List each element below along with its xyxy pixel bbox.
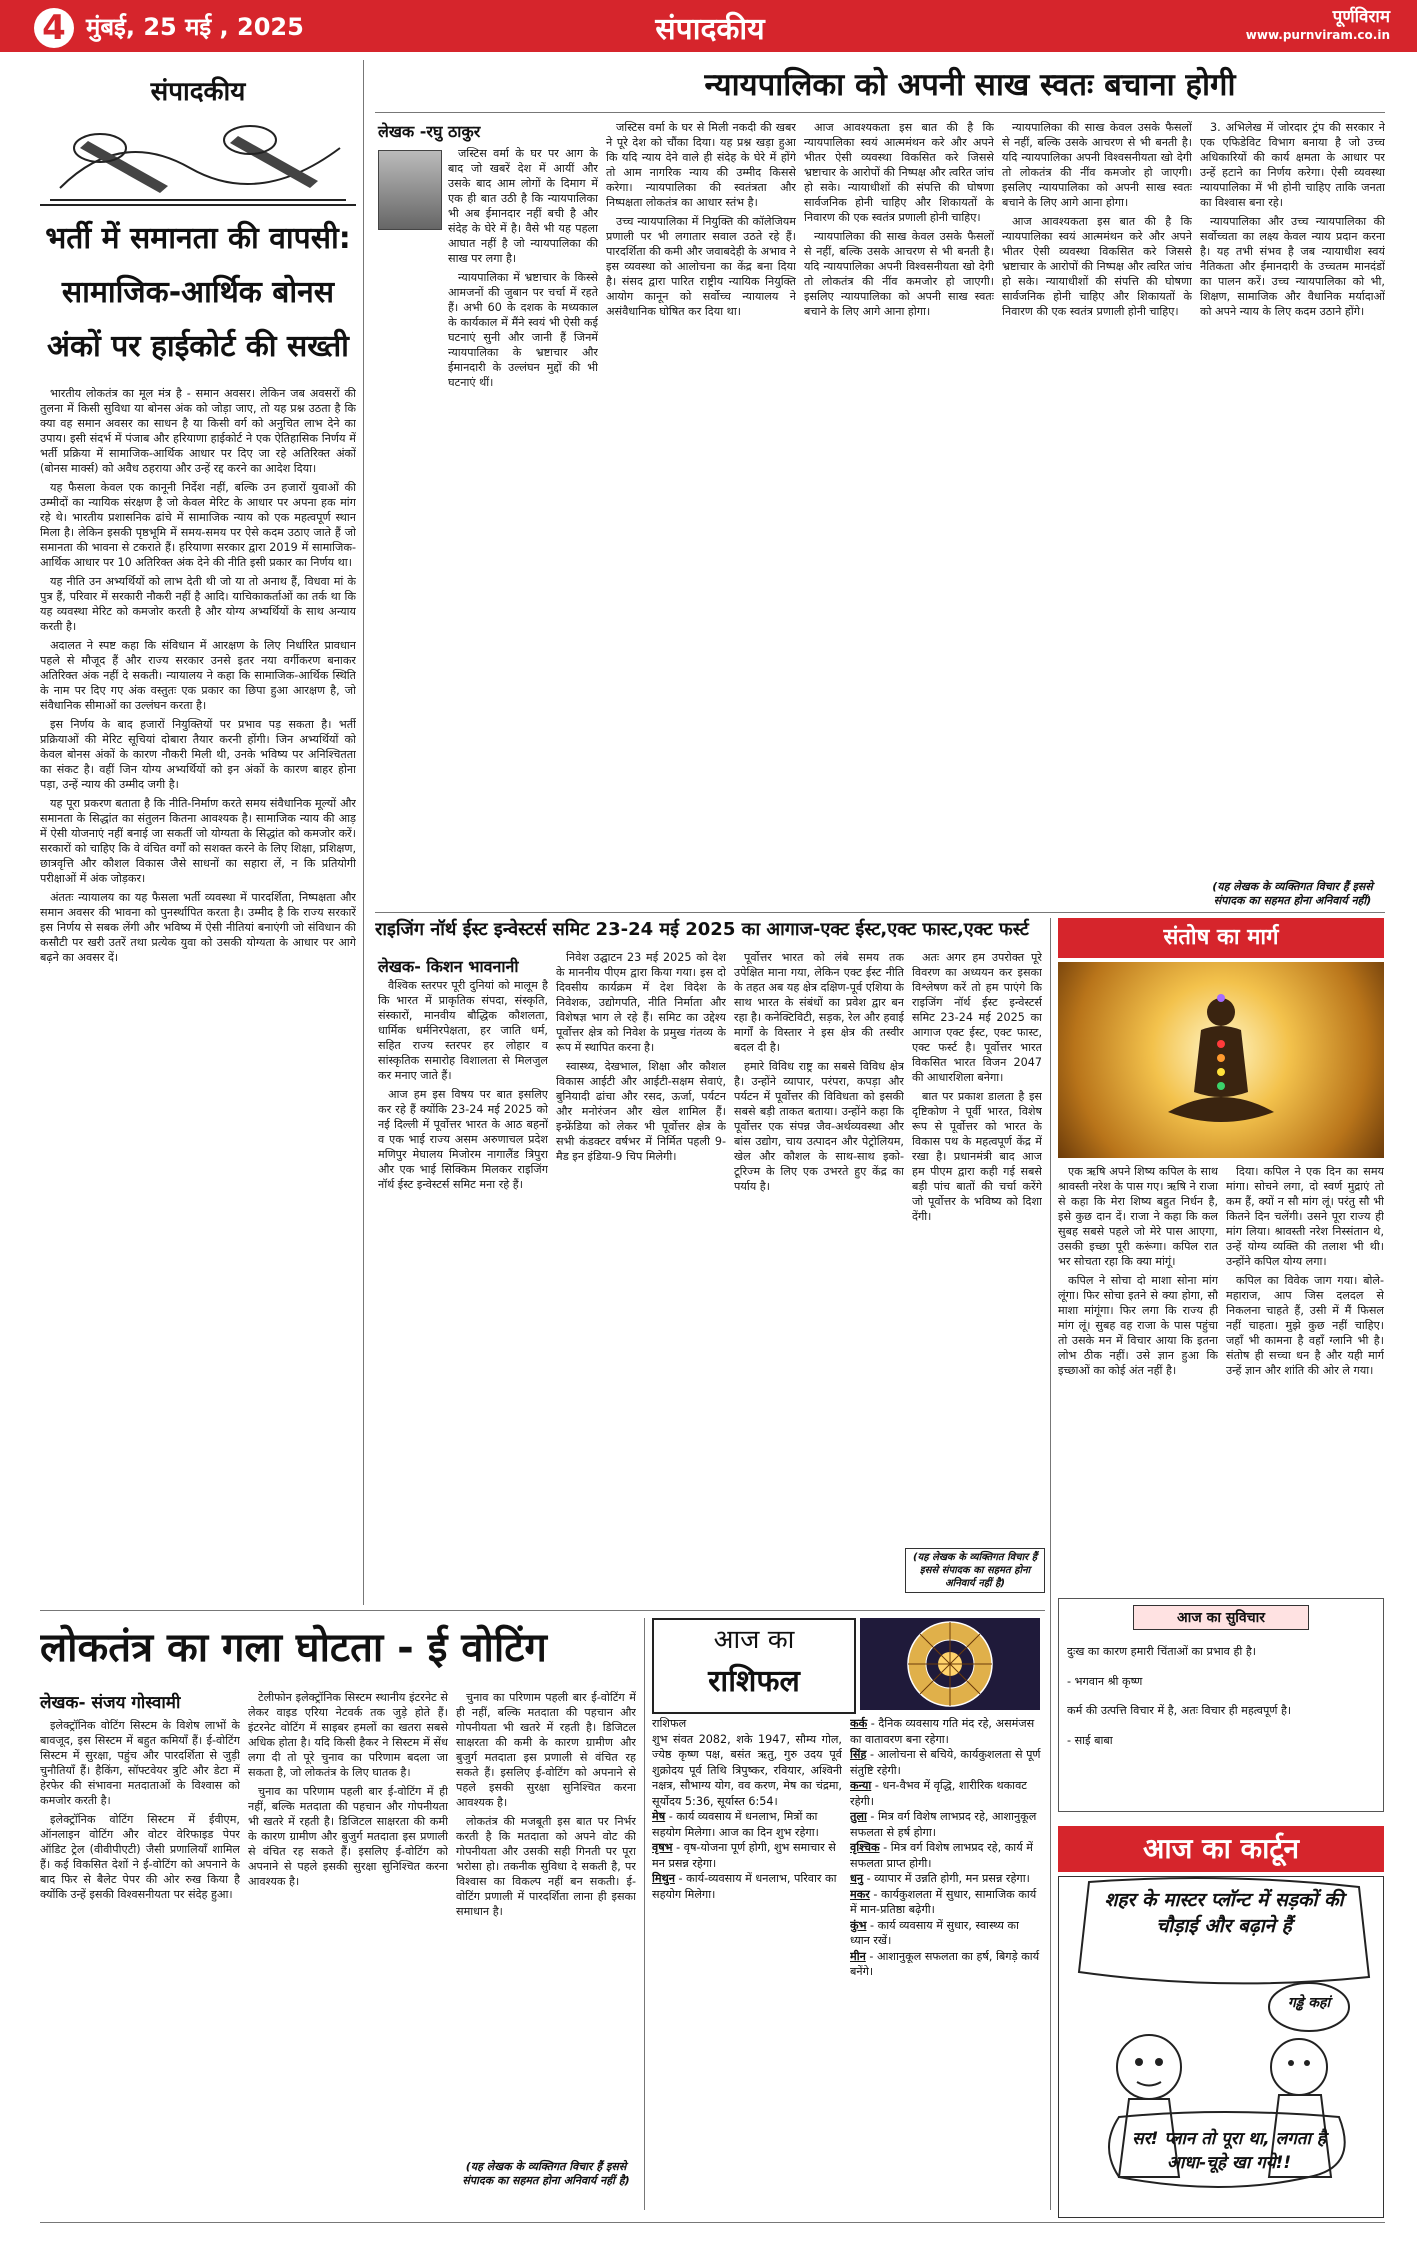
editorial-paragraph: यह पूरा प्रकरण बताता है कि नीति-निर्माण करते समय संवैधानिक मूल्यों और समानता के सिद्धांत का संतुलन कितना आवश्यक है। सामाजिक न्याय की आड़ में ऐसी योजनाएं नहीं बनाई जा सकतीं जो योग्यता के सिद्धांत को कमजोर करें। सरकारों को चाहिए कि वे वंचित वर्गों को सशक्त करने के लिए शिक्षा, प्रशिक्षण, छात्रवृत्ति और कौशल विकास जैसे साधनों का सहारा लें, न कि प्रतियोगी परीक्षाओं में अंक जोड़कर। [40, 797, 356, 885]
sign-text: दैनिक व्यवसाय गति मंद रहे, असमंजस का वातावरण बना रहेगा। [850, 1717, 1035, 1746]
editorial-logo-label: संपादकीय [150, 77, 246, 107]
judiciary-paragraph: न्यायपालिका में भ्रष्टाचार के किस्से आमजनों की जुबान पर चर्चा में रहते हैं। अभी 60 के दशक के मध्यकाल के कार्यकाल में मैंने स्वयं भी ऐसी कई घटनाएं सुनी और जानी हैं जिनमें न्यायपालिका के भ्रष्टाचार और ईमानदारी के उल्लंघन मुद्दों की भी घटनाएं थीं। [448, 271, 598, 389]
rashifal-sign: मकर - कार्यकुशलता में सुधार, सामाजिक कार्य में मान-प्रतिष्ठा बढ़ेगी। [850, 1887, 1037, 1916]
evoting-disclaimer: (यह लेखक के व्यक्तिगत विचार हैं इससे संपादक का सहमत होना अनिवार्य नहीं है) [462, 2160, 630, 2187]
judiciary-body-col2 [606, 120, 796, 906]
santosh-body-col1 [1058, 1164, 1218, 1584]
judiciary-paragraph: 3. अभिलेख में जोरदार ट्रंप की सरकार ने एक एफिडेविट विभाग बनाया है जो उच्च अधिकारियों की कार्य क्षमता के आधार पर उन्हें हटाने का निर्णय करेगा। ऐसी व्यवस्था न्यायपालिका में भी होनी चाहिए ताकि जनता का विश्वास बना रहे। [1200, 121, 1385, 209]
sign-name: मेष [652, 1810, 666, 1823]
judiciary-paragraph: जस्टिस वर्मा के घर पर आग के बाद जो खबरें देश में आयीं और उसके बाद आम लोगों के दिमाग में एक ही बात उठी है कि न्यायपालिका भी अब ईमानदार नहीं बची है और संदेह के घेरे में है। वैसे भी यह पहला आघात नहीं है जो न्यायपालिका की साख पर लगा है। [448, 147, 598, 265]
northeast-paragraph: अतः अगर हम उपरोक्त पूरे विवरण का अध्ययन कर इसका विश्लेषण करें तो हम पाएंगे कि राइजिंग नॉर्थ ईस्ट इन्वेस्टर्स समिट 23-24 मई 2025 का आगाज एक्ट ईस्ट, एक्ट फास्ट, एक्ट फर्स्ट है। पूर्वोत्तर भारत विकसित भारत विजन 2047 की आधारशिला बनेगा। [912, 951, 1042, 1084]
meditation-figure-icon [1058, 962, 1384, 1158]
editorial-logo [40, 66, 356, 206]
judiciary-paragraph: न्यायपालिका और उच्च न्यायपालिका की सर्वोच्चता का लक्ष्य केवल न्याय प्रदान करना है। यह तभी संभव है जब न्यायाधीश स्वयं नैतिकता और ईमानदारी के उच्चतम मानदंडों का पालन करें। उच्च न्यायपालिका को भी, शिक्षण, सामाजिक और वैधानिक मर्यादाओं को अपने न्याय के लिए कदम उठाने होंगे। [1200, 215, 1385, 318]
section-title: संपादकीय [655, 12, 765, 47]
rashifal-sign: वृश्चिक - मित्र वर्ग विशेष लाभप्रद रहे, कार्य में सफलता प्राप्त होगी। [850, 1841, 1033, 1870]
rashifal-sign: कन्या - धन-वैभव में वृद्धि, शारीरिक थकावट रहेगी। [850, 1779, 1027, 1808]
section-rule [40, 1610, 1045, 1611]
northeast-body-col1 [378, 978, 548, 1598]
sign-text: आशानुकूल सफलता का हर्ष, बिगड़े कार्य बनेंगे। [850, 1949, 1040, 1978]
author-photo [378, 150, 442, 230]
cartoon-bubble-1: गड्ढे कहां [1287, 1995, 1331, 2011]
northeast-paragraph: आज हम इस विषय पर बात इसलिए कर रहे हैं क्योंकि 23-24 मई 2025 को नई दिल्ली में पूर्वोत्तर भारत के आठ बहनों व एक भाई राज्य असम अरुणाचल प्रदेश मणिपुर मेघालय मिजोरम नागालैंड त्रिपुरा और एक भाई सिक्किम मिलकर राइजिंग नॉर्थ ईस्ट इन्वेस्टर्स समिट मना रहे हैं। [378, 1088, 548, 1191]
cartoon-panel [1058, 1876, 1384, 2218]
judiciary-author: लेखक -रघु ठाकुर [378, 122, 481, 141]
sign-name: मकर [850, 1887, 870, 1901]
evoting-author: लेखक- संजय गोस्वामी [40, 1693, 181, 1713]
judiciary-paragraph: न्यायपालिका की साख केवल उसके फैसलों से नहीं, बल्कि उसके आचरण से भी बनती है। यदि न्यायपालिका अपनी विश्वसनीयता खो देगी तो लोकतंत्र की नींव कमजोर हो जाएगी। इसलिए न्यायपालिका को अपनी साख स्वतः बचाने के लिए आगे आना होगा। [1002, 121, 1192, 209]
rashifal-sign: मेष - कार्य व्यवसाय में धनलाभ, मित्रों का सहयोग मिलेगा। आज का दिन शुभ रहेगा। [652, 1810, 819, 1839]
editorial-paragraph: यह नीति उन अभ्यर्थियों को लाभ देती थी जो या तो अनाथ हैं, विधवा मां के पुत्र हैं, परिवार में सरकारी नौकरी नहीं है आदि। याचिकाकर्ताओं का तर्क था कि यह व्यवस्था मेरिट को कमजोर करती है और योग्य अभ्यर्थियों के साथ अन्याय करती है। [40, 575, 356, 633]
sign-name: कर्क [850, 1717, 868, 1730]
cartoon-bubble-2: सर! प्लान तो पूरा था, लगता है आधा-चूहे खा गये!! [1132, 2129, 1326, 2173]
footer-rule [40, 2222, 1385, 2223]
rashifal-sign: कर्क - दैनिक व्यवसाय गति मंद रहे, असमंजस का वातावरण बना रहेगा। [850, 1717, 1035, 1746]
column-divider [363, 60, 364, 1605]
zodiac-wheel-icon [860, 1618, 1040, 1710]
sign-text: मित्र वर्ग विशेष लाभप्रद रहे, आशानुकूल सफलता से हर्ष होगा। [850, 1810, 1037, 1839]
meditation-image [1058, 962, 1384, 1158]
santosh-paragraph: कपिल का विवेक जाग गया। बोले- महाराज, आप जिस दलदल से निकलना चाहते हैं, उसी में मैं फिसल नहीं चाहता। मुझे कुछ नहीं चाहिए। जहाँ भी कामना है वहाँ ग्लानि भी है। संतोष ही सच्चा धन है और यही मार्ग उन्हें ज्ञान और शांति की ओर ले गया। [1226, 1274, 1384, 1377]
suvichar-title: आज का सुविचार [1133, 1605, 1309, 1630]
rashifal-intro: राशिफल शुभ संवत 2082, शके 1947, सौम्य गोल, ज्येष्ठ कृष्ण पक्ष, बसंत ऋतु, गुरु उदय पूर्व शुक्रोदय पूर्व तिथि त्रिपुष्कर, रवियार, अश्विनी नक्षत्र, सौभाग्य योग, वव करण, मेष का चंद्रमा, सूर्योदय 5:36, सूर्यास्त 6:54। [652, 1717, 842, 1808]
sign-name: वृश्चिक [850, 1841, 880, 1854]
evoting-paragraph: लोकतंत्र की मजबूती इस बात पर निर्भर करती है कि मतदाता को अपने वोट की गोपनीयता और उसकी सही गिनती पर पूरा भरोसा हो। तकनीक सुविधा दे सकती है, पर विश्वास का विकल्प नहीं बन सकती। ई-वोटिंग प्रणाली में पारदर्शिता लाना ही इसका समाधान है। [456, 1815, 636, 1918]
sign-name: सिंह [850, 1748, 867, 1761]
column-divider [1050, 918, 1051, 2210]
headline-rule [375, 112, 1385, 113]
sign-name: तुला [850, 1810, 867, 1823]
northeast-paragraph: वैश्विक स्तरपर पूरी दुनियां को मालूम है कि भारत में प्राकृतिक संपदा, संस्कृति, संस्कारों, मानवीय बौद्धिक कौशलता, धार्मिक धर्मनिरपेक्षता, हर जाति धर्म, सहित राज्य स्तरपर हर लोहार व सांस्कृतिक समारोह विशालता से मिलजुल कर मनाए जाते हैं। [378, 979, 548, 1082]
judiciary-headline: न्यायपालिका को अपनी साख स्वतः बचाना होगी [704, 67, 1236, 103]
rashifal-banner [652, 1618, 1042, 1710]
date-line: मुंबई, 25 मई , 2025 [86, 13, 304, 41]
editorial-paragraph: अंततः न्यायालय का यह फैसला भर्ती व्यवस्था में पारदर्शिता, निष्पक्षता और समान अवसर की भावना को पुनर्स्थापित करता है। उम्मीद है कि राज्य सरकारें इस निर्णय से सबक लेंगी और भविष्य में ऐसी नीतियां बनाएंगी जो संविधान की कसौटी पर खरी उतरें तथा प्रत्येक युवा को उसकी योग्यता के आधार पर आगे बढ़ने का अवसर दें। [40, 891, 356, 964]
page-number-badge: 4 [34, 8, 74, 48]
sign-name: वृषभ [652, 1841, 673, 1854]
website-link[interactable]: www.purnviram.co.in [1245, 28, 1390, 42]
cartoon-title-bar: आज का कार्टून [1058, 1826, 1384, 1872]
sign-text: कार्यकुशलता में सुधार, सामाजिक कार्य में मान-प्रतिष्ठा बढ़ेगी। [850, 1887, 1037, 1916]
sign-text: धन-वैभव में वृद्धि, शारीरिक थकावट रहेगी। [850, 1779, 1027, 1808]
sign-name: धनु [850, 1872, 864, 1885]
evoting-body-col1 [40, 1718, 240, 2208]
santosh-title-bar: संतोष का मार्ग [1058, 918, 1384, 958]
suvichar-author: - साई बाबा [1067, 1733, 1113, 1747]
editorial-headline: भर्ती में समानता की वापसी: सामाजिक-आर्थिक बोनस अंकों पर हाईकोर्ट की सख्ती [45, 221, 351, 364]
judiciary-body-col5 [1200, 120, 1385, 880]
santosh-paragraph: कपिल ने सोचा दो माशा सोना मांग लूंगा। फिर सोचा इतने से क्या होगा, सौ माशा मांगूंगा। फिर लगा कि राज्य ही मांग लूं। सुबह वह राजा के पास पहुंचा तो उसके मन में विचार आया कि इतना लोभ ठीक नहीं। उसे ज्ञान हुआ कि इच्छाओं का कोई अंत नहीं है। [1058, 1274, 1218, 1377]
evoting-paragraph: इलेक्ट्रॉनिक वोटिंग सिस्टम में ईवीएम, ऑनलाइन वोटिंग और वोटर वेरिफाइड पेपर ऑडिट ट्रेल (वीवीपीएटी) जैसी प्रणालियाँ शामिल हैं। कई विकसित देशों ने ई-वोटिंग को अपनाने के बाद फिर से बैलेट पेपर की ओर रुख किया है क्योंकि उन्हें इसकी विश्वसनीयता पर संदेह हुआ। [40, 1813, 240, 1901]
rashifal-sign: कुंभ - कार्य व्यवसाय में सुधार, स्वास्थ्य का ध्यान रखें। [850, 1918, 1019, 1947]
evoting-paragraph: चुनाव का परिणाम पहली बार ई-वोटिंग में ही नहीं, बल्कि मतदाता की पहचान और गोपनीयता भी खतरे में रहती है। डिजिटल साक्षरता की कमी के कारण ग्रामीण और बुजुर्ग मतदाता इस प्रणाली से वंचित रह सकते हैं। इसलिए ई-वोटिंग को अपनाने से पहले इसकी सुरक्षा सुनिश्चित करना आवश्यक है। [248, 1785, 448, 1888]
sign-name: मिथुन [652, 1872, 675, 1885]
sign-text: कार्य व्यवसाय में सुधार, स्वास्थ्य का ध्यान रखें। [850, 1918, 1019, 1947]
northeast-headline: राइजिंग नॉर्थ ईस्ट इन्वेस्टर्स समिट 23-24 मई 2025 का आगाज-एक्ट ईस्ट,एक्ट फास्ट,एक्ट फर्स्ट [375, 919, 1029, 940]
rashifal-col1 [652, 1716, 842, 2206]
northeast-author: लेखक- किशन भावनानी [378, 957, 519, 976]
sign-name: मीन [850, 1949, 866, 1963]
judiciary-body-col1 [448, 146, 598, 906]
suvichar-quote: कर्म की उत्पत्ति विचार में है, अतः विचार ही महत्वपूर्ण है। [1067, 1704, 1292, 1717]
santosh-paragraph: एक ऋषि अपने शिष्य कपिल के साथ श्रावस्ती नरेश के पास गए। ऋषि ने राजा से कहा कि मेरा शिष्य बहुत निर्धन है, इसे कुछ दान दें। राजा ने कहा कि कल सुबह सबसे पहले जो मेरे पास आएगा, उसकी इच्छा पूरी करूंगा। कपिल रात भर सोचता रहा कि क्या मांगूं। [1058, 1165, 1218, 1268]
judiciary-paragraph: जस्टिस वर्मा के घर से मिली नकदी की खबर ने पूरे देश को चौंका दिया। यह प्रश्न खड़ा हुआ कि यदि न्याय देने वाले ही संदेह के घेरे में होंगे तो आम नागरिक न्याय की उम्मीद किससे करेगा। न्यायपालिका की स्वतंत्रता और निष्पक्षता लोकतंत्र का आधार स्तंभ है। [606, 121, 796, 209]
northeast-body-col4 [912, 950, 1042, 1540]
rashifal-title-box [652, 1618, 856, 1714]
evoting-paragraph: इलेक्ट्रॉनिक वोटिंग सिस्टम के विशेष लाभों के बावजूद, इस सिस्टम में बहुत कमियाँ हैं। ई-वोटिंग सिस्टम में सुरक्षा, पहुंच और पारदर्शिता से जुड़ी चुनौतियाँ हैं। हैकिंग, सॉफ्टवेयर त्रुटि और डेटा में हेरफेर की संभावना मतदाताओं के विश्वास को कमजोर करती है। [40, 1719, 240, 1807]
rashifal-sign: मीन - आशानुकूल सफलता का हर्ष, बिगड़े कार्य बनेंगे। [850, 1949, 1040, 1978]
rashifal-title-line2: राशिफल [708, 1664, 800, 1699]
editorial-paragraph: भारतीय लोकतंत्र का मूल मंत्र है - समान अवसर। लेकिन जब अवसरों की तुलना में किसी सुविधा या बोनस अंक को जोड़ा जाए, तो यह प्रश्न उठता है कि क्या वह समान अवसर का साधन है या किसी वर्ग को अनुचित लाभ देने का उपाय। इसी संदर्भ में पंजाब और हरियाणा हाईकोर्ट ने एक ऐतिहासिक निर्णय में भर्ती प्रक्रिया में सामाजिक-आर्थिक आधार पर दिए जा रहे अतिरिक्त अंकों (बोनस मार्क्स) को अवैध ठहराया और उन्हें रद्द करने का आदेश दिया। [40, 387, 356, 475]
rashifal-col2 [850, 1716, 1042, 2206]
brand-name: पूर्णविराम [1332, 7, 1390, 27]
editorial-paragraph: यह फैसला केवल एक कानूनी निर्देश नहीं, बल्कि उन हजारों युवाओं की उम्मीदों का न्यायिक संरक्षण है जो केवल मेरिट के आधार पर अपना हक मांग रहे थे। भारतीय प्रशासनिक ढांचे में सामाजिक न्याय को एक महत्वपूर्ण स्थान मिला है। लेकिन इसकी पृष्ठभूमि में समय-समय पर ऐसे कदम उठाए जाते हैं जो समानता की भावना से टकराते हैं। हरियाणा सरकार द्वारा 2019 में सामाजिक-आर्थिक आधार पर 10 अतिरिक्त अंक देने की नीति इसी प्रकार का निर्णय था। [40, 481, 356, 569]
judiciary-disclaimer: (यह लेखक के व्यक्तिगत विचार हैं इससे संपादक का सहमत होना अनिवार्य नहीं) [1212, 880, 1373, 907]
judiciary-paragraph: आज आवश्यकता इस बात की है कि न्यायपालिका स्वयं आत्ममंथन करे और अपने भीतर ऐसी व्यवस्था विकसित करे जिससे भ्रष्टाचार के आरोपों की निष्पक्ष और त्वरित जांच हो सके। न्यायाधीशों की संपत्ति की घोषणा सार्वजनिक होनी चाहिए और शिकायतों के निवारण की एक स्वतंत्र प्रणाली होनी चाहिए। [1002, 215, 1192, 318]
sign-text: कार्य-व्यवसाय में धनलाभ, परिवार का सहयोग मिलेगा। [652, 1872, 837, 1901]
sign-name: कन्या [850, 1779, 872, 1792]
santosh-paragraph: दिया। कपिल ने एक दिन का समय मांगा। सोचने लगा, दो स्वर्ण मुद्राएं तो कम हैं, क्यों न सौ मांग लूं। परंतु सौ भी कितने दिन चलेंगी। उसने पूरा राज्य ही मांग लिया। श्रावस्ती नरेश निस्संतान थे, उन्हें योग्य व्यक्ति की तलाश भी थी। उन्होंने कपिल योग्य लगा। [1226, 1165, 1384, 1268]
editorial-body [40, 386, 356, 1602]
suvichar-author: - भगवान श्री कृष्ण [1067, 1674, 1143, 1688]
evoting-paragraph: चुनाव का परिणाम पहली बार ई-वोटिंग में ही नहीं, बल्कि मतदाता की पहचान और गोपनीयता भी खतरे में रहती है। डिजिटल साक्षरता की कमी के कारण ग्रामीण और बुजुर्ग मतदाता इस प्रणाली से वंचित रह सकते हैं। इसलिए ई-वोटिंग को अपनाने से पहले इसकी सुरक्षा सुनिश्चित करना आवश्यक है। [456, 1691, 636, 1809]
evoting-body-col3 [456, 1690, 636, 2150]
evoting-headline: लोकतंत्र का गला घोटता - ई वोटिंग [40, 1625, 547, 1671]
rashifal-title-line1: आज का [713, 1625, 795, 1655]
sign-name: कुंभ [850, 1918, 867, 1932]
rashifal-sign: तुला - मित्र वर्ग विशेष लाभप्रद रहे, आशानुकूल सफलता से हर्ष होगा। [850, 1810, 1037, 1839]
sign-text: व्यापार में उन्नति होगी, मन प्रसन्न रहेगा। [874, 1872, 1030, 1885]
suvichar-box [1058, 1598, 1384, 1812]
judiciary-body-col3 [804, 120, 994, 906]
rashifal-sign: सिंह - आलोचना से बचिये, कार्यकुशलता से पूर्ण संतुष्टि रहेगी। [850, 1748, 1041, 1777]
sign-text: मित्र वर्ग विशेष लाभप्रद रहे, कार्य में सफलता प्राप्त होगी। [850, 1841, 1033, 1870]
judiciary-paragraph: आज आवश्यकता इस बात की है कि न्यायपालिका स्वयं आत्ममंथन करे और अपने भीतर ऐसी व्यवस्था विकसित करे जिससे भ्रष्टाचार के आरोपों की निष्पक्ष और त्वरित जांच हो सके। न्यायाधीशों की संपत्ति की घोषणा सार्वजनिक होनी चाहिए और शिकायतों के निवारण की एक स्वतंत्र प्रणाली होनी चाहिए। [804, 121, 994, 224]
suvichar-quote: दुःख का कारण हमारी चिंताओं का प्रभाव ही है। [1067, 1645, 1257, 1658]
northeast-body-col3 [734, 950, 904, 1598]
judiciary-body-col4 [1002, 120, 1192, 906]
evoting-body-col2 [248, 1690, 448, 2208]
editorial-paragraph: अदालत ने स्पष्ट कहा कि संविधान में आरक्षण के लिए निर्धारित प्रावधान पहले से मौजूद हैं और राज्य सरकार उनसे इतर नया वर्गीकरण बनाकर अतिरिक्त अंक नहीं दे सकती। न्यायालय ने कहा कि सामाजिक-आर्थिक स्थिति के नाम पर दिए गए अंक वस्तुतः एक प्रकार का छिपा हुआ आरक्षण है, जो संवैधानिक सीमाओं का उल्लंघन करता है। [40, 639, 356, 712]
northeast-paragraph: स्वास्थ्य, देखभाल, शिक्षा और कौशल विकास आईटी और आईटी-सक्षम सेवाएं, बुनियादी ढांचा और रसद, ऊर्जा, पर्यटन और मनोरंजन और खेल शामिल हैं। इन्फ्रेंडिया को लेकर भी पूर्वोत्तर क्षेत्र के सभी कंडक्टर वर्षभर में निर्मित पहली 9-मैड इन इंडिया-9 चिप मिलेगी। [556, 1060, 726, 1163]
northeast-paragraph: पूर्वोत्तर भारत को लंबे समय तक उपेक्षित माना गया, लेकिन एक्ट ईस्ट नीति के तहत अब यह क्षेत्र दक्षिण-पूर्व एशिया के साथ भारत के संबंधों का प्रवेश द्वार बन रहा है। कनेक्टिविटी, सड़क, रेल और हवाई मार्गों के विस्तार ने इस क्षेत्र की तस्वीर बदल दी है। [734, 951, 904, 1054]
northeast-disclaimer: (यह लेखक के व्यक्तिगत विचार हैं इससे संपादक का सहमत होना अनिवार्य नहीं है) [905, 1548, 1045, 1593]
sign-text: आलोचना से बचिये, कार्यकुशलता से पूर्ण संतुष्टि रहेगी। [850, 1748, 1041, 1777]
rashifal-sign: धनु - व्यापार में उन्नति होगी, मन प्रसन्न रहेगा। [850, 1872, 1030, 1885]
santosh-body-col2 [1226, 1164, 1384, 1584]
northeast-paragraph: बात पर प्रकाश डालता है इस दृष्टिकोण ने पूर्वी भारत, विशेष रूप से पूर्वोत्तर को भारत के विकास पथ के महत्वपूर्ण केंद्र में रखा है। प्रधानमंत्री बाद आज हम पीएम द्वारा कही गई सबसे बड़ी पांच बातों की चर्चा करेंगे जो पूर्वोत्तर के भविष्य को दिशा देंगी। [912, 1090, 1042, 1223]
rashifal-sign: मिथुन - कार्य-व्यवसाय में धनलाभ, परिवार का सहयोग मिलेगा। [652, 1872, 837, 1901]
rashifal-sign: वृषभ - वृष-योजना पूर्ण होगी, शुभ समाचार से मन प्रसन्न रहेगा। [652, 1841, 836, 1870]
editorial-paragraph: इस निर्णय के बाद हजारों नियुक्तियों पर प्रभाव पड़ सकता है। भर्ती प्रक्रियाओं की मेरिट सूचियां दोबारा तैयार करनी होंगी। जिन अभ्यर्थियों को केवल बोनस अंकों के कारण नौकरी मिली थी, उनके भविष्य पर अनिश्चितता का संकट है। वहीं जिन योग्य अभ्यर्थियों को इन अंकों के कारण बाहर होना पड़ा, उन्हें न्याय की उम्मीद जगी है। [40, 718, 356, 791]
cartoon-caption: शहर के मास्टर प्लॉन्ट में सड़कों की चौड़ाई और बढ़ाने हैं [1104, 1889, 1344, 1937]
judiciary-paragraph: उच्च न्यायपालिका में नियुक्ति की कॉलेजियम प्रणाली पर भी लगातार सवाल उठते रहे हैं। पारदर्शिता की कमी और जवाबदेही के अभाव ने इस व्यवस्था को आलोचना का केंद्र बना दिया है। संसद द्वारा पारित राष्ट्रीय न्यायिक नियुक्ति आयोग कानून को सर्वोच्च न्यायालय ने असंवैधानिक घोषित कर दिया था। [606, 215, 796, 318]
pen-hand-icon [40, 108, 356, 208]
sign-text: कार्य व्यवसाय में धनलाभ, मित्रों का सहयोग मिलेगा। आज का दिन शुभ रहेगा। [652, 1810, 819, 1839]
sign-text: वृष-योजना पूर्ण होगी, शुभ समाचार से मन प्रसन्न रहेगा। [652, 1841, 836, 1870]
section-rule [375, 912, 1385, 913]
northeast-body-col2 [556, 950, 726, 1598]
judiciary-paragraph: न्यायपालिका की साख केवल उसके फैसलों से नहीं, बल्कि उसके आचरण से भी बनती है। यदि न्यायपालिका अपनी विश्वसनीयता खो देगी तो लोकतंत्र की नींव कमजोर हो जाएगी। इसलिए न्यायपालिका को अपनी साख स्वतः बचाने के लिए आगे आना होगा। [804, 230, 994, 318]
evoting-paragraph: टेलीफोन इलेक्ट्रॉनिक सिस्टम स्थानीय इंटरनेट से लेकर वाइड एरिया नेटवर्क तक जुड़े होते हैं। इंटरनेट वोटिंग में साइबर हमलों का खतरा सबसे अधिक होता है। यदि किसी हैकर ने सिस्टम में सेंध लगा दी तो पूरे चुनाव का परिणाम बदला जा सकता है, जो लोकतंत्र के लिए घातक है। [248, 1691, 448, 1779]
northeast-paragraph: हमारे विविध राष्ट्र का सबसे विविध क्षेत्र है। उन्होंने व्यापार, परंपरा, कपड़ा और पर्यटन में पूर्वोत्तर की विविधता को इसकी सबसे बड़ी ताकत बताया। उन्होंने कहा कि पूर्वोत्तर एक संपन्न जैव-अर्थव्यवस्था और बांस उद्योग, चाय उत्पादन और पेट्रोलियम, खेल और कौशल के साथ-साथ इको-टूरिज्म के लिए एक उभरते हुए केंद्र का पर्याय है। [734, 1060, 904, 1193]
column-divider [644, 1618, 645, 2210]
northeast-paragraph: निवेश उद्घाटन 23 मई 2025 को देश के माननीय पीएम द्वारा किया गया। इस दो दिवसीय कार्यक्रम में देश विदेश के निवेशक, उद्योगपति, नीति निर्माता और विशेषज्ञ भाग ले रहे हैं। समिट का उद्देश्य पूर्वोत्तर क्षेत्र को निवेश के प्रमुख गंतव्य के रूप में स्थापित करना है। [556, 951, 726, 1054]
